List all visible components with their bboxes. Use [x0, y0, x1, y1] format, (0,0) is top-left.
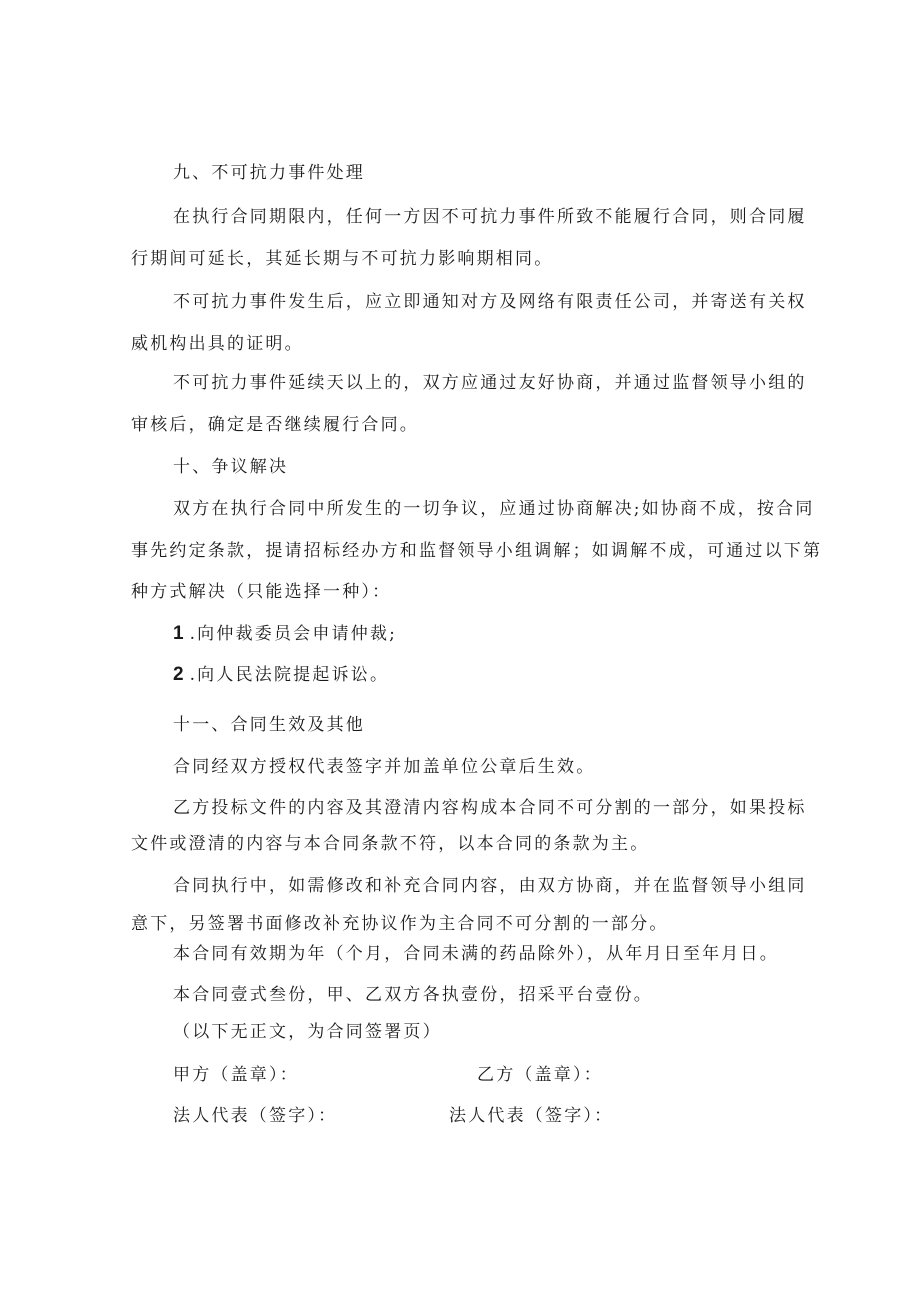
section-9-heading: 九、不可抗力事件处理: [173, 163, 365, 183]
party-b-seal-label: 乙方（盖章）：: [477, 1065, 603, 1085]
list-item: [173, 663, 389, 687]
paragraph-line: 不可抗力事件发生后，应立即通知对方及网络有限责任公司，并寄送有关权: [173, 292, 807, 312]
paragraph-line: （以下无正文，为合同签署页）: [173, 1022, 442, 1042]
paragraph-line: 本合同壹式叁份，甲、乙双方各执壹份，招采平台壹份。: [173, 985, 653, 1005]
paragraph-line: 种方式解决（只能选择一种）：: [131, 582, 392, 602]
paragraph-line: 威机构出具的证明。: [131, 334, 304, 354]
paragraph-line: 文件或澄清的内容与本合同条款不符，以本合同的条款为主。: [131, 834, 650, 854]
paragraph-line: 不可抗力事件延续天以上的，双方应通过友好协商，并通过监督领导小组的: [173, 373, 807, 393]
paragraph-line: 行期间可延长，其延长期与不可抗力影响期相同。: [131, 249, 554, 269]
paragraph-line: 意下，另签署书面修改补充协议作为主合同不可分割的一部分。: [131, 914, 669, 934]
paragraph-line: 乙方投标文件的内容及其澄清内容构成本合同不可分割的一部分，如果投标: [173, 798, 807, 818]
paragraph-line: 本合同有效期为年（个月，合同未满的药品除外），从年月日至年月日。: [173, 944, 779, 964]
party-a-rep-label: 法人代表（签字）：: [173, 1106, 338, 1126]
list-number: 2: [173, 664, 184, 685]
party-a-seal-label: 甲方（盖章）：: [173, 1065, 299, 1085]
party-b-rep-label: 法人代表（签字）：: [449, 1106, 614, 1126]
list-number: 1: [173, 623, 184, 644]
section-10-heading: 十、争议解决: [173, 457, 289, 477]
paragraph-line: 事先约定条款，提请招标经办方和监督领导小组调解；如调解不成，可通过以下第: [131, 541, 823, 561]
list-item: [173, 622, 397, 646]
paragraph-line: 合同经双方授权代表签字并加盖单位公章后生效。: [173, 757, 596, 777]
paragraph-line: 在执行合同期限内，任何一方因不可抗力事件所致不能履行合同，则合同履: [173, 207, 807, 227]
list-text: .向人民法院提起诉讼。: [189, 665, 390, 685]
paragraph-line: 双方在执行合同中所发生的一切争议，应通过协商解决;如协商不成，按合同: [173, 499, 815, 519]
paragraph-line: 审核后，确定是否继续履行合同。: [131, 415, 419, 435]
paragraph-line: 合同执行中，如需修改和补充合同内容，由双方协商，并在监督领导小组同: [173, 876, 807, 896]
list-text: .向仲裁委员会申请仲裁;: [189, 624, 398, 644]
section-11-heading: 十一、合同生效及其他: [173, 715, 365, 735]
